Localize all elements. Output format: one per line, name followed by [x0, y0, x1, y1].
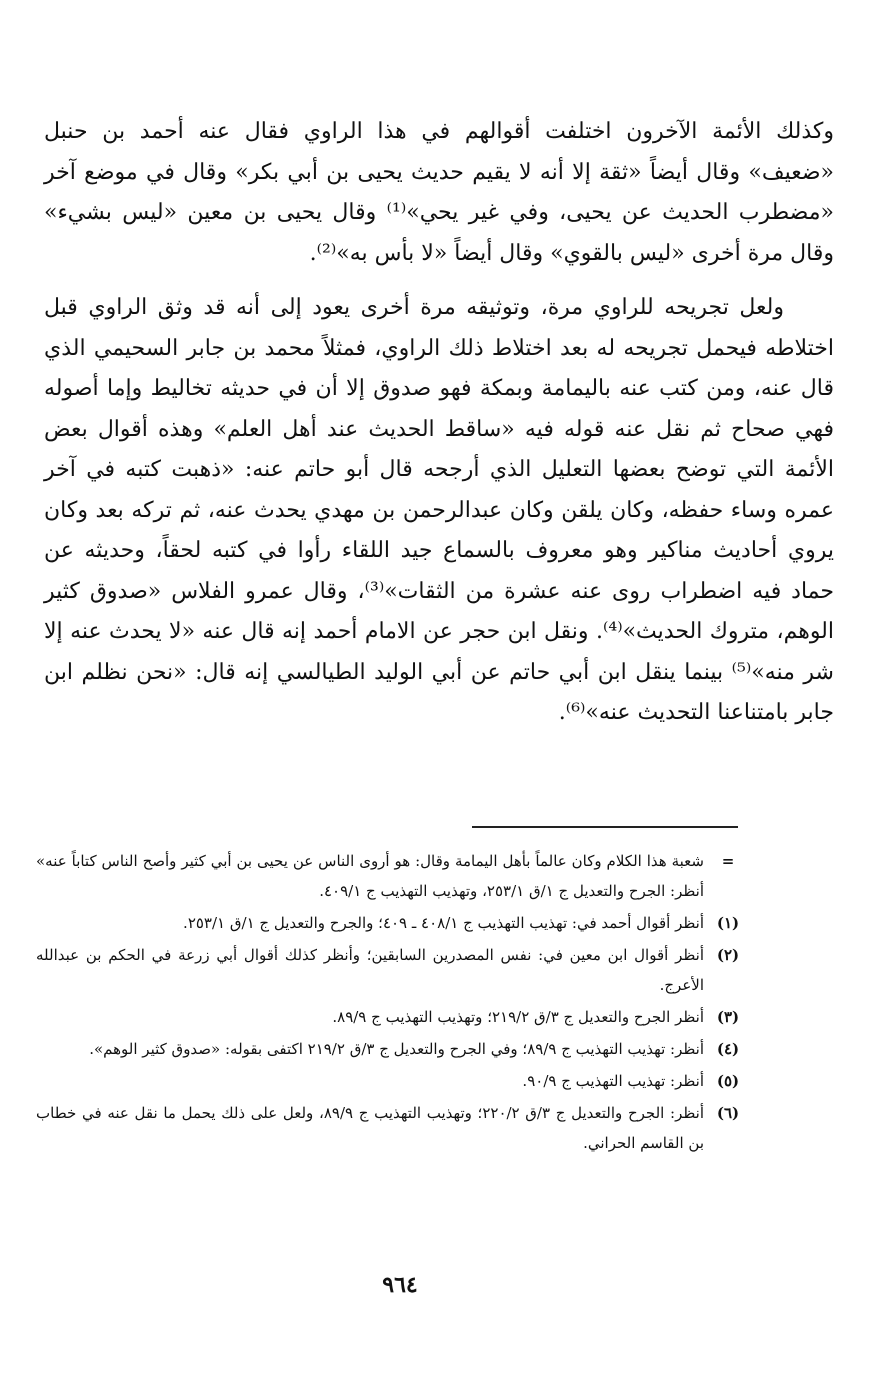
- footnote-text: أنظر: الجرح والتعديل ج ٣/ق ٢٢٠/٢؛ وتهذيب التهذيب ج ٨٩/٩، ولعل على ذلك يحمل ما نقل عنه في خطاب بن القاسم الحراني.: [36, 1104, 704, 1152]
- footnote-text: أنظر: تهذيب التهذيب ج ٨٩/٩؛ وفي الجرح والتعديل ج ٣/ق ٢١٩/٢ اكتفى بقوله: «صدوق كثير الوهم».: [89, 1040, 704, 1058]
- footnote-mark: (٦): [716, 1104, 740, 1122]
- footnote-4: [36, 1034, 752, 1064]
- footnote-mark: =: [721, 852, 735, 870]
- footnote-text: أنظر: تهذيب التهذيب ج ٩٠/٩.: [522, 1072, 704, 1090]
- footnote-3: [36, 1002, 752, 1032]
- footnote-5: [36, 1066, 752, 1096]
- footnote-1: [36, 908, 752, 938]
- footnotes: [36, 846, 752, 1158]
- footnote-mark: (٣): [716, 1008, 740, 1026]
- footnote-continued: [36, 846, 752, 906]
- footnote-separator: [472, 826, 738, 828]
- footnote-mark: (١): [716, 914, 740, 932]
- body-paragraph-2: ولعل تجريحه للراوي مرة، وتوثيقه مرة أخرى يعود إلى أنه قد وثق الراوي قبل اختلاطه فيحمل تجريحه له بعد اختلاط ذلك الراوي، فمثلاً محمد بن جابر السحيمي الذي قال عنه، ومن كتب عنه باليمامة وبمكة فهو صدوق إلا أن في حديثه تخاليط وإما أصوله فهي صحاح ثم نقل عنه قوله فيه «ساقط الحديث عند أهل العلم» وهذه أقوال بعض الأئمة التي توضح بعضها التعليل الذي أرجحه قال أبو حاتم عنه: «ذهبت كتبه في آخر عمره وساء حفظه، وكان يلقن وكان عبدالرحمن بن مهدي يحدث عنه، ثم تركه بعد وكان يروي أحاديث مناكير وهو معروف بالسماع جيد اللقاء رأوا في كتبه لحقاً، وحديثه عن حماد فيه اضطراب روى عنه عشرة من الثقات»⁽³⁾، وقال عمرو الفلاس «صدوق كثير الوهم، متروك الحديث»⁽⁴⁾. ونقل ابن حجر عن الامام أحمد إنه قال عنه «لا يحدث عنه إلا شر منه»⁽⁵⁾ بينما ينقل ابن أبي حاتم عن أبي الوليد الطيالسي إنه قال: «نحن نظلم ابن جابر بامتناعنا التحديث عنه»⁽⁶⁾.: [44, 295, 834, 725]
- footnote-text: شعبة هذا الكلام وكان عالماً بأهل اليمامة وقال: هو أروى الناس عن يحيى بن أبي كثير وأصح الناس كتاباً عنه» أنظر: الجرح والتعديل ج ١/ق ٢٥٣/١، وتهذيب التهذيب ج ٤٠٩/١.: [36, 852, 704, 900]
- main-text: [44, 112, 834, 734]
- footnote-2: [36, 940, 752, 1000]
- footnote-text: أنظر أقوال ابن معين في: نفس المصدرين السابقين؛ وأنظر كذلك أقوال أبي زرعة في الحكم بن عبدالله الأعرج.: [36, 946, 704, 994]
- footnote-mark: (٢): [716, 946, 740, 964]
- footnote-6: [36, 1098, 752, 1158]
- footnote-text: أنظر أقوال أحمد في: تهذيب التهذيب ج ٤٠٨/١ ـ ٤٠٩؛ والجرح والتعديل ج ١/ق ٢٥٣/١.: [183, 914, 704, 932]
- footnote-mark: (٥): [716, 1072, 740, 1090]
- page-number: ٩٦٤: [382, 1272, 418, 1298]
- body-paragraph-1: وكذلك الأئمة الآخرون اختلفت أقوالهم في هذا الراوي فقال عنه أحمد بن حنبل «ضعيف» وقال أيضاً «ثقة إلا أنه لا يقيم حديث يحيى بن أبي بكر» وقال في موضع آخر «مضطرب الحديث عن يحيى، وفي غير يحي»⁽¹⁾ وقال يحيى بن معين «ليس بشيء» وقال مرة أخرى «ليس بالقوي» وقال أيضاً «لا بأس به»⁽²⁾.: [44, 119, 834, 266]
- footnote-mark: (٤): [716, 1040, 740, 1058]
- footnote-text: أنظر الجرح والتعديل ج ٣/ق ٢١٩/٢؛ وتهذيب التهذيب ج ٨٩/٩.: [332, 1008, 704, 1026]
